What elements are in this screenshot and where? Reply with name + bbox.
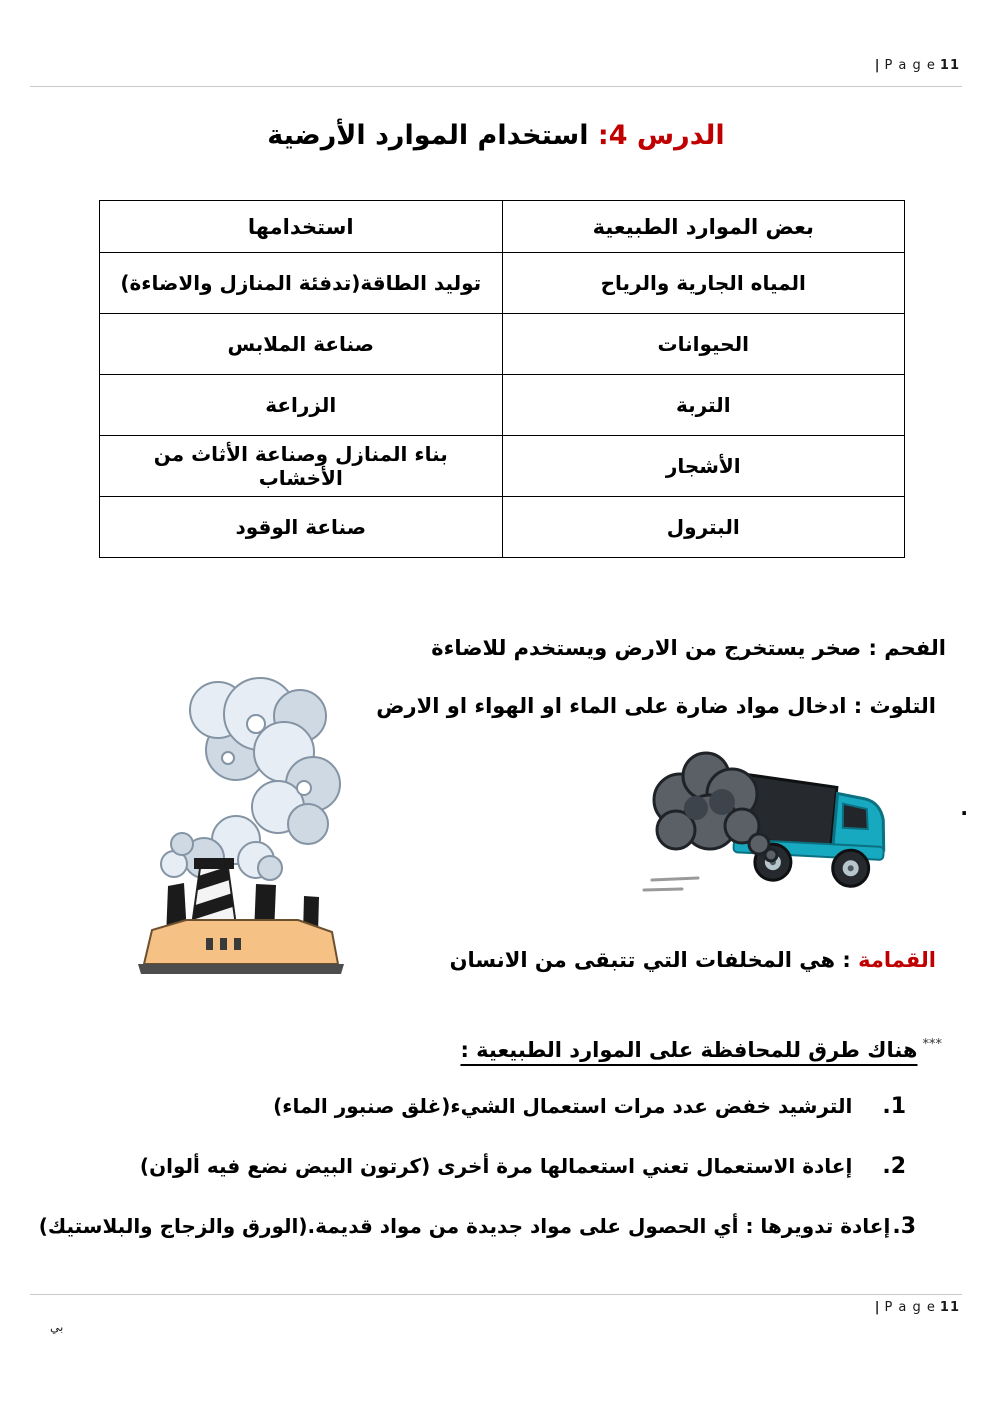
footer-page-num: 11 xyxy=(939,1300,960,1315)
list-item-reuse xyxy=(140,1154,906,1179)
definition-pollution xyxy=(376,694,936,718)
cell-use: صناعة الوقود xyxy=(100,497,503,558)
header-rule xyxy=(30,86,962,87)
conservation-heading-label: هناك طرق للمحافظة على الموارد الطبيعية : xyxy=(460,1038,918,1062)
list-item-recycle xyxy=(39,1214,916,1239)
cell-resource: البترول xyxy=(502,497,905,558)
factory-smokestacks-icon xyxy=(108,672,368,977)
term-garbage: القمامة xyxy=(858,948,936,972)
header-page-num: 11 xyxy=(939,58,960,73)
table-row xyxy=(100,436,905,497)
list-text: الترشيد خفض عدد مرات استعمال الشيء(غلق صنبور الماء) xyxy=(273,1094,853,1118)
footer-page-word: P a g e xyxy=(884,1300,936,1315)
list-text: إعادة الاستعمال تعني استعمالها مرة أخرى (كرتون البيض نضع فيه ألوان) xyxy=(139,1154,853,1178)
footer-corner-text: بي xyxy=(50,1320,64,1334)
table-header-row xyxy=(100,201,905,253)
conservation-heading xyxy=(460,1038,942,1062)
definition-garbage-text: هي المخلفات التي تتبقى من الانسان xyxy=(449,948,836,972)
colon: : xyxy=(861,636,885,660)
list-item-rationalization xyxy=(273,1094,906,1119)
term-coal: الفحم xyxy=(884,636,946,660)
lesson-subject-label: استخدام الموارد الأرضية xyxy=(267,120,589,151)
page-number-footer xyxy=(875,1300,960,1315)
footer-rule xyxy=(30,1294,962,1295)
header-bar: | xyxy=(874,58,881,73)
definition-coal-text: صخر يستخرج من الارض ويستخدم للاضاءة xyxy=(431,636,862,660)
cell-use: توليد الطاقة(تدفئة المنازل والاضاءة) xyxy=(100,253,503,314)
cell-resource: المياه الجارية والرياح xyxy=(502,253,905,314)
cell-use: الزراعة xyxy=(100,375,503,436)
stray-period: . xyxy=(960,796,968,820)
cell-use: بناء المنازل وصناعة الأثاث من الأخشاب xyxy=(100,436,503,497)
truck-exhaust-smoke-icon xyxy=(638,742,888,902)
resources-table xyxy=(99,200,905,558)
definition-pollution-text: ادخال مواد ضارة على الماء او الهواء او الارض xyxy=(376,694,847,718)
table-header-use: استخدامها xyxy=(100,201,503,253)
table-header-resource: بعض الموارد الطبيعية xyxy=(502,201,905,253)
definition-garbage xyxy=(450,948,936,972)
cell-resource: الأشجار xyxy=(502,436,905,497)
footer-bar: | xyxy=(874,1300,881,1315)
lesson-number-label: الدرس 4: xyxy=(597,120,725,151)
cell-use: صناعة الملابس xyxy=(100,314,503,375)
list-number: 3. xyxy=(892,1214,916,1239)
term-pollution: التلوث xyxy=(869,694,936,718)
colon: : xyxy=(846,694,870,718)
table-row xyxy=(100,314,905,375)
header-page-word: P a g e xyxy=(884,58,936,73)
cell-resource: الحيوانات xyxy=(502,314,905,375)
colon: : xyxy=(835,948,859,972)
cell-resource: التربة xyxy=(502,375,905,436)
list-number: 1. xyxy=(882,1094,906,1119)
factory-illustration-wrap xyxy=(108,672,368,981)
page-title xyxy=(0,120,992,151)
table-row xyxy=(100,253,905,314)
definition-coal xyxy=(431,636,946,660)
stars-marker: *** xyxy=(922,1037,942,1052)
table-row xyxy=(100,497,905,558)
table-row xyxy=(100,375,905,436)
truck-illustration-wrap xyxy=(638,742,888,906)
page-number-header xyxy=(875,58,960,73)
list-text: إعادة تدويرها : أي الحصول على مواد جديدة من مواد قديمة.(الورق والزجاج والبلاستيك) xyxy=(38,1214,891,1238)
list-number: 2. xyxy=(882,1154,906,1179)
